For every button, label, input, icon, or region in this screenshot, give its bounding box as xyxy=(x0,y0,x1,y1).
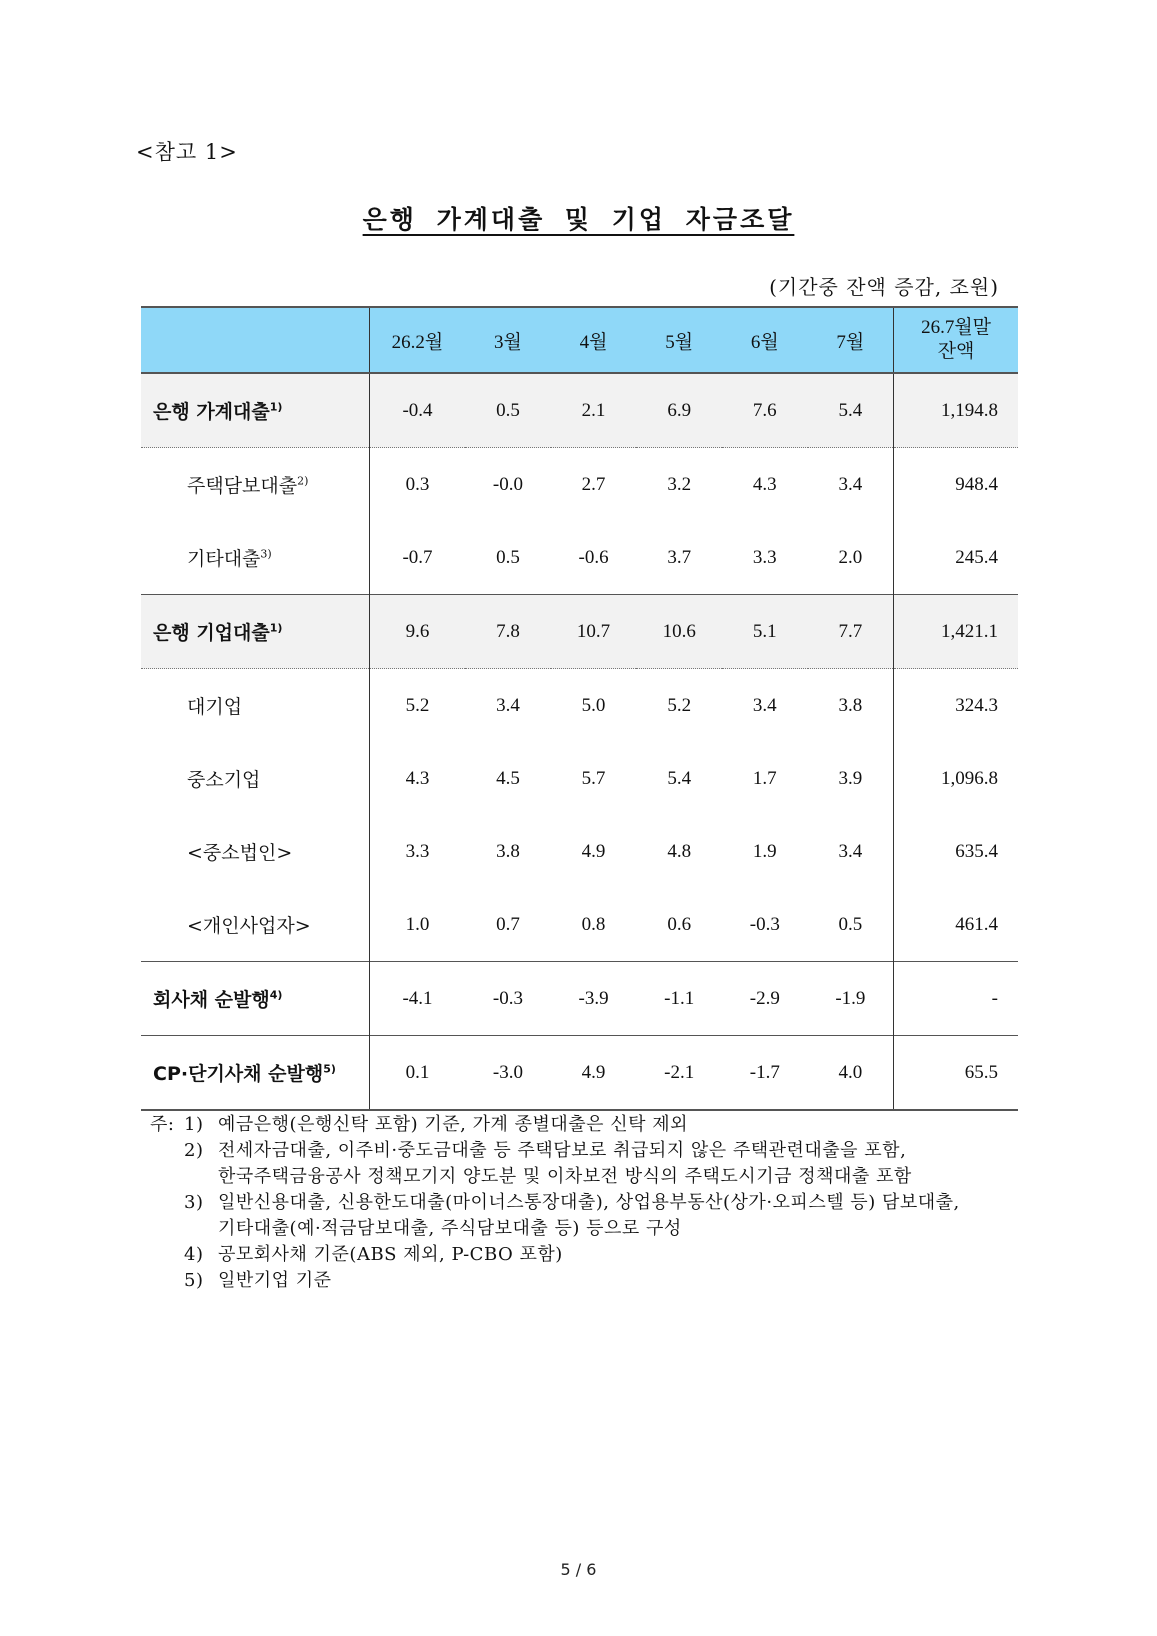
table-cell: 5.4 xyxy=(667,767,692,789)
header-col-apr: 4월 xyxy=(551,307,637,373)
footnote-number: 4) xyxy=(184,1244,204,1265)
row-label xyxy=(141,1036,369,1111)
table-cell: 7.6 xyxy=(722,373,808,448)
table-row xyxy=(141,742,1018,815)
table-cell: -3.9 xyxy=(551,962,637,1036)
table-cell: -0.7 xyxy=(402,546,433,568)
row-label xyxy=(141,742,369,815)
table-cell: 4.9 xyxy=(581,840,606,862)
table-cell: -1.1 xyxy=(636,962,722,1036)
footnote-prefix: 주: xyxy=(150,1114,175,1135)
footnote-text: 일반기업 기준 xyxy=(218,1270,332,1291)
table-cell: 3.4 xyxy=(752,694,777,716)
table-row xyxy=(141,1036,1018,1111)
row-label-text: CP·단기사채 순발행 xyxy=(153,1063,324,1085)
table-cell: 2.0 xyxy=(838,546,863,568)
page-number: 5 / 6 xyxy=(560,1560,597,1579)
table-cell: 2.1 xyxy=(551,373,637,448)
table-cell: 10.6 xyxy=(636,595,722,669)
table-cell: 4.8 xyxy=(667,840,692,862)
footnote-line: 기타대출(예·적금담보대출, 주식담보대출 등) 등으로 구성 xyxy=(218,1218,682,1239)
table-cell: 3.4 xyxy=(838,840,863,862)
table-cell: 0.5 xyxy=(496,546,520,568)
footnote-marker: 5) xyxy=(323,1062,336,1076)
table-cell: 4.3 xyxy=(405,767,430,789)
table-cell: 461.4 xyxy=(894,888,1018,962)
table-cell: 5.2 xyxy=(667,694,692,716)
table-row xyxy=(141,962,1018,1036)
footnote-prefix xyxy=(150,1242,184,1268)
table-cell: 3.2 xyxy=(667,473,692,495)
table-cell: 3.8 xyxy=(496,840,520,862)
table-cell: 635.4 xyxy=(894,815,1018,888)
footnote-text: 예금은행(은행신탁 포함) 기준, 가계 종별대출은 신탁 제외 xyxy=(218,1114,689,1135)
table-cell: 1.7 xyxy=(752,767,777,789)
table-cell: 65.5 xyxy=(894,1036,1018,1111)
row-label-text: 은행 기업대출 xyxy=(153,622,270,644)
table-cell: 1.9 xyxy=(752,840,777,862)
footnote-line: 한국주택금융공사 정책모기지 양도분 및 이차보전 방식의 주택도시기금 정책대출 포함 xyxy=(218,1166,912,1187)
table-cell: 0.3 xyxy=(405,473,430,495)
table-cell: 7.7 xyxy=(808,595,894,669)
table-row xyxy=(141,373,1018,448)
row-label-text: <중소법인> xyxy=(187,842,293,864)
footnote-marker: 1) xyxy=(269,400,283,414)
footnote-number: 2) xyxy=(184,1140,204,1161)
table-cell: -4.1 xyxy=(369,962,465,1036)
table-cell: 0.7 xyxy=(496,913,520,935)
table-cell: 1.0 xyxy=(405,913,430,935)
table-cell: 4.0 xyxy=(808,1036,894,1111)
table-row xyxy=(141,669,1018,743)
row-label-text: 은행 가계대출 xyxy=(153,401,270,423)
table-cell: 4.5 xyxy=(496,767,520,789)
table-cell: 4.3 xyxy=(752,473,777,495)
footnote-line xyxy=(150,1190,1020,1216)
table-cell: 2.7 xyxy=(581,473,606,495)
row-label-text: 기타대출 xyxy=(187,548,261,570)
footnote-prefix xyxy=(150,1190,184,1216)
table-cell: 3.7 xyxy=(667,546,692,568)
row-label-text: <개인사업자> xyxy=(187,915,311,937)
row-label xyxy=(141,888,369,962)
table-cell: 948.4 xyxy=(894,448,1018,522)
table-cell: 4.9 xyxy=(551,1036,637,1111)
row-label xyxy=(141,669,369,743)
table-cell: 3.3 xyxy=(405,840,430,862)
header-balance-line1: 26.7월말 xyxy=(921,317,992,338)
row-label xyxy=(141,373,369,448)
row-label xyxy=(141,595,369,669)
row-label xyxy=(141,962,369,1036)
table-cell: 3.3 xyxy=(752,546,777,568)
table-cell: 1,194.8 xyxy=(894,373,1018,448)
header-col-jul: 7월 xyxy=(808,307,894,373)
table-cell: 3.4 xyxy=(838,473,863,495)
table-cell: 9.6 xyxy=(369,595,465,669)
table-cell: 3.9 xyxy=(838,767,863,789)
footnote-marker: 2) xyxy=(297,474,309,488)
table-cell: 5.1 xyxy=(722,595,808,669)
footnote-marker: 4) xyxy=(269,988,283,1002)
unit-note: (기간중 잔액 증감, 조원) xyxy=(769,275,999,299)
table-row xyxy=(141,888,1018,962)
table-cell: 7.8 xyxy=(465,595,551,669)
header-col-may: 5월 xyxy=(636,307,722,373)
footnote-text: 일반신용대출, 신용한도대출(마이너스통장대출), 상업용부동산(상가·오피스텔 등) 담보대출, xyxy=(218,1192,960,1213)
table-cell: 5.0 xyxy=(581,694,606,716)
table-cell: 3.4 xyxy=(496,694,520,716)
header-balance-line2: 잔액 xyxy=(937,341,975,362)
header-col-mar: 3월 xyxy=(465,307,551,373)
table-cell: 1,421.1 xyxy=(894,595,1018,669)
table-cell: 5.4 xyxy=(808,373,894,448)
table-cell: -1.9 xyxy=(808,962,894,1036)
table-cell: -0.6 xyxy=(578,546,609,568)
footnote-line xyxy=(150,1112,1020,1138)
row-label-text: 중소기업 xyxy=(187,769,261,791)
footnotes xyxy=(150,1112,1020,1294)
footnote-marker: 3) xyxy=(260,547,272,561)
row-label xyxy=(141,448,369,522)
footnote-text: 공모회사채 기준(ABS 제외, P-CBO 포함) xyxy=(218,1244,563,1265)
row-label-text: 주택담보대출 xyxy=(187,475,298,497)
table-cell: -0.0 xyxy=(492,473,523,495)
table-cell: -0.3 xyxy=(749,913,780,935)
header-col-jun: 6월 xyxy=(722,307,808,373)
loan-data-table xyxy=(141,306,1018,1111)
header-col-balance xyxy=(894,307,1018,373)
table-cell: 0.5 xyxy=(465,373,551,448)
footnote-prefix xyxy=(150,1138,184,1164)
header-col-feb: 26.2월 xyxy=(369,307,465,373)
table-cell: 0.6 xyxy=(667,913,692,935)
row-label xyxy=(141,815,369,888)
footnote-line xyxy=(150,1268,1020,1294)
row-label-text: 대기업 xyxy=(187,696,243,718)
table-cell: 3.8 xyxy=(838,694,863,716)
table-cell: 1,096.8 xyxy=(894,742,1018,815)
table-cell: -3.0 xyxy=(465,1036,551,1111)
table-cell: 324.3 xyxy=(894,669,1018,743)
title-text: 은행 가계대출 및 기업 자금조달 xyxy=(362,205,795,234)
footnote-text: 전세자금대출, 이주비·중도금대출 등 주택담보로 취급되지 않은 주택관련대출을 포함, xyxy=(218,1140,907,1161)
header-label-col xyxy=(141,307,369,373)
table-cell: -0.3 xyxy=(465,962,551,1036)
table-cell: 0.5 xyxy=(838,913,863,935)
table-cell: 10.7 xyxy=(551,595,637,669)
table-cell: 245.4 xyxy=(894,521,1018,595)
table-cell: -0.4 xyxy=(369,373,465,448)
footnote-prefix xyxy=(150,1268,184,1294)
table-cell: -2.1 xyxy=(636,1036,722,1111)
table-cell: -2.9 xyxy=(722,962,808,1036)
table-row xyxy=(141,448,1018,522)
table-cell: 0.1 xyxy=(369,1036,465,1111)
footnote-line xyxy=(150,1138,1020,1164)
footnote-number: 1) xyxy=(184,1114,204,1135)
table-cell: -1.7 xyxy=(722,1036,808,1111)
table-row xyxy=(141,815,1018,888)
row-label-text: 회사채 순발행 xyxy=(153,989,270,1011)
table-header-row xyxy=(141,307,1018,373)
table-cell: 0.8 xyxy=(581,913,606,935)
document-title xyxy=(0,200,1157,236)
table-cell: 6.9 xyxy=(636,373,722,448)
table-row xyxy=(141,595,1018,669)
footnote-marker: 1) xyxy=(269,621,283,635)
table-cell: 5.7 xyxy=(581,767,606,789)
table-cell: 5.2 xyxy=(405,694,430,716)
reference-label: <참고 1> xyxy=(136,140,238,164)
footnote-number: 5) xyxy=(184,1270,204,1291)
row-label xyxy=(141,521,369,595)
footnote-number: 3) xyxy=(184,1192,204,1213)
table-cell: - xyxy=(894,962,1018,1036)
table-row xyxy=(141,521,1018,595)
footnote-line xyxy=(150,1242,1020,1268)
